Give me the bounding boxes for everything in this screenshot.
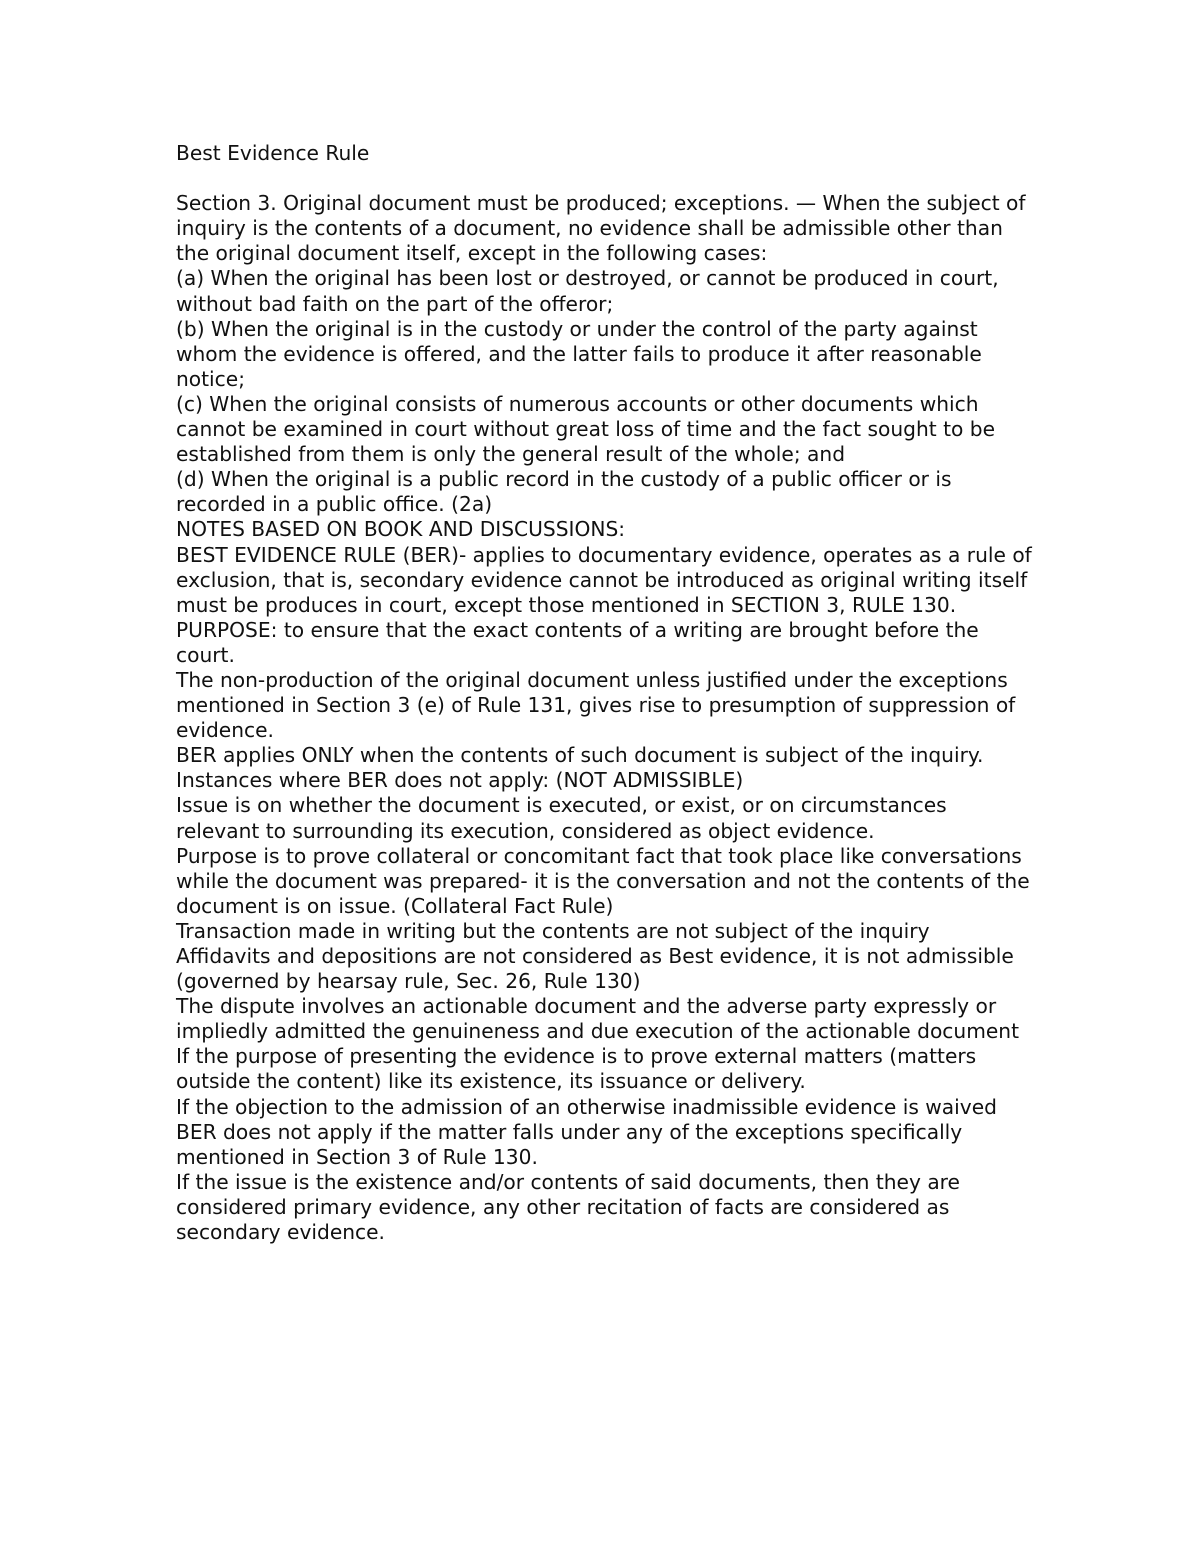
- paragraph-exception-d: (d) When the original is a public record in the custody of a public officer or is recorded in a public office. (2a): [176, 467, 952, 517]
- paragraph-ber-applies: BER applies ONLY when the contents of such document is subject of the inquiry.: [176, 743, 984, 768]
- paragraph-exception-a: (a) When the original has been lost or destroyed, or cannot be produced in court, without bad faith on the part of the offeror;: [176, 266, 999, 316]
- paragraph-exception-c: (c) When the original consists of numerous accounts or other documents which cannot be examined in court without great loss of time and the fact sought to be established from them is only the general result of the whole; and: [176, 391, 995, 467]
- instance-exceptions: BER does not apply if the matter falls under any of the exceptions specifically mentioned in Section 3 of Rule 130.: [176, 1119, 963, 1169]
- instances-heading: Instances where BER does not apply: (NOT ADMISSIBLE): [176, 768, 744, 793]
- instance-transaction: Transaction made in writing but the contents are not subject of the inquiry: [176, 918, 930, 943]
- instance-collateral-fact: Purpose is to prove collateral or concomitant fact that took place like conversations while the document was prepared- it is the conversation and not the contents of the document is on issue. (Collateral Fact Rule): [176, 843, 1030, 918]
- document-title: Best Evidence Rule: [176, 141, 370, 165]
- paragraph-exception-b: (b) When the original is in the custody or under the control of the party against whom the evidence is offered, and the latter fails to produce it after reasonable notice;: [176, 316, 982, 391]
- paragraph-purpose: PURPOSE: to ensure that the exact contents of a writing are brought before the court.: [176, 617, 979, 667]
- instance-actionable-document: The dispute involves an actionable document and the adverse party expressly or impliedly admitted the genuineness and due execution of the actionable document: [176, 994, 1019, 1044]
- instance-objection-waived: If the objection to the admission of an otherwise inadmissible evidence is waived: [176, 1094, 997, 1119]
- instance-execution: Issue is on whether the document is executed, or exist, or on circumstances relevant to surrounding its execution, considered as object evidence.: [176, 793, 947, 843]
- instance-affidavits: Affidavits and depositions are not considered as Best evidence, it is not admissible (governed by hearsay rule, Sec. 26, Rule 130): [176, 944, 1014, 994]
- paragraph-non-production: The non-production of the original document unless justified under the exceptions mentioned in Section 3 (e) of Rule 131, gives rise to presumption of suppression of evidence.: [176, 667, 1016, 743]
- instance-external-matters: If the purpose of presenting the evidence is to prove external matters (matters outside the content) like its existence, its issuance or delivery.: [176, 1044, 977, 1094]
- notes-heading: NOTES BASED ON BOOK AND DISCUSSIONS:: [176, 517, 626, 542]
- paragraph-section-3: Section 3. Original document must be produced; exceptions. — When the subject of inquiry is the contents of a document, no evidence shall be admissible other than the original document itself, except in the following cases:: [176, 191, 1026, 266]
- paragraph-ber-definition: BEST EVIDENCE RULE (BER)- applies to documentary evidence, operates as a rule of exclusion, that is, secondary evidence cannot be introduced as original writing itself must be produces in court, except those mentioned in SECTION 3, RULE 130.: [176, 542, 1032, 617]
- paragraph-primary-evidence: If the issue is the existence and/or contents of said documents, then they are considered primary evidence, any other recitation of facts are considered as secondary evidence.: [176, 1169, 960, 1245]
- document-page: [176, 141, 1036, 1245]
